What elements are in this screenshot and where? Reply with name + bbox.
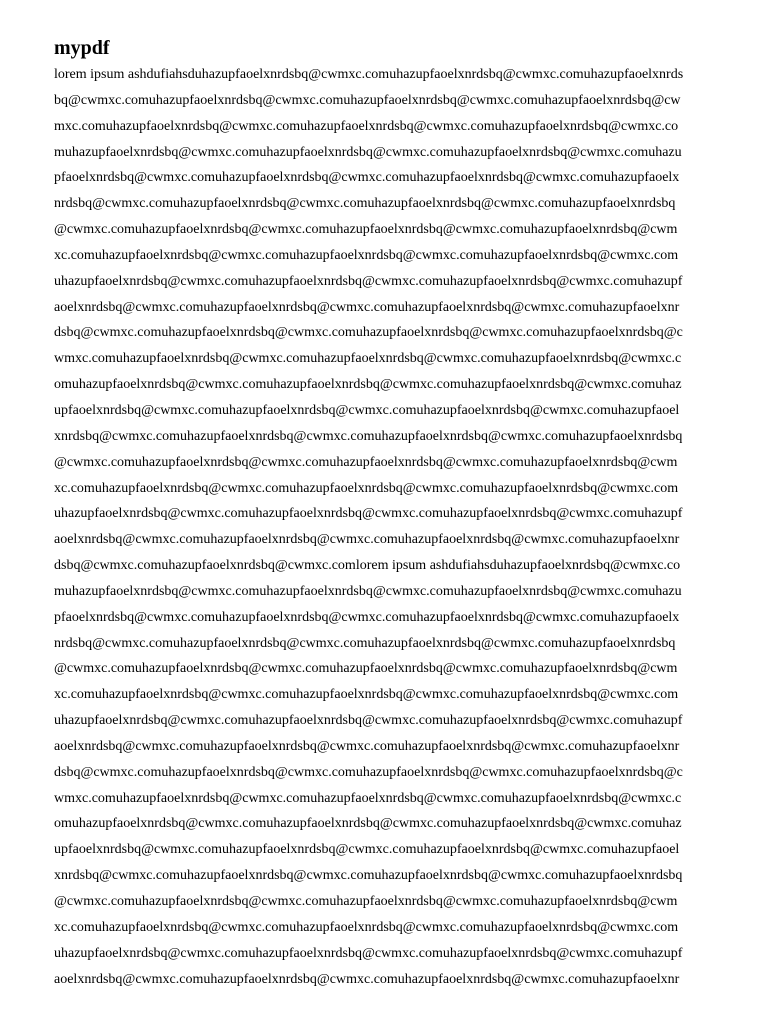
body-text-line: aoelxnrdsbq@cwmxc.comuhazupfaoelxnrdsbq@cwmxc.comuhazupfaoelxnrdsbq@cwmxc.comuhazupfaoelxnr (54, 299, 680, 315)
body-text-line: uhazupfaoelxnrdsbq@cwmxc.comuhazupfaoelxnrdsbq@cwmxc.comuhazupfaoelxnrdsbq@cwmxc.comuhazupf (54, 273, 683, 289)
body-text-line: wmxc.comuhazupfaoelxnrdsbq@cwmxc.comuhazupfaoelxnrdsbq@cwmxc.comuhazupfaoelxnrdsbq@cwmxc.c (54, 351, 682, 367)
body-text-line: upfaoelxnrdsbq@cwmxc.comuhazupfaoelxnrdsbq@cwmxc.comuhazupfaoelxnrdsbq@cwmxc.comuhazupfaoel (54, 842, 680, 858)
body-text-line: xc.comuhazupfaoelxnrdsbq@cwmxc.comuhazupfaoelxnrdsbq@cwmxc.comuhazupfaoelxnrdsbq@cwmxc.com (54, 687, 679, 703)
body-text-line: uhazupfaoelxnrdsbq@cwmxc.comuhazupfaoelxnrdsbq@cwmxc.comuhazupfaoelxnrdsbq@cwmxc.comuhazupf (54, 506, 683, 522)
body-text-line: @cwmxc.comuhazupfaoelxnrdsbq@cwmxc.comuhazupfaoelxnrdsbq@cwmxc.comuhazupfaoelxnrdsbq@cwm (54, 894, 678, 909)
body-text-line: xc.comuhazupfaoelxnrdsbq@cwmxc.comuhazupfaoelxnrdsbq@cwmxc.comuhazupfaoelxnrdsbq@cwmxc.com (54, 919, 679, 935)
body-text-line: muhazupfaoelxnrdsbq@cwmxc.comuhazupfaoelxnrdsbq@cwmxc.comuhazupfaoelxnrdsbq@cwmxc.comuhazu (54, 583, 682, 599)
body-text-line: xc.comuhazupfaoelxnrdsbq@cwmxc.comuhazupfaoelxnrdsbq@cwmxc.comuhazupfaoelxnrdsbq@cwmxc.com (54, 247, 679, 263)
body-text-line: pfaoelxnrdsbq@cwmxc.comuhazupfaoelxnrdsbq@cwmxc.comuhazupfaoelxnrdsbq@cwmxc.comuhazupfaoelx (54, 170, 680, 186)
body-text-line: aoelxnrdsbq@cwmxc.comuhazupfaoelxnrdsbq@cwmxc.comuhazupfaoelxnrdsbq@cwmxc.comuhazupfaoelxnr (54, 971, 680, 987)
body-text-line: muhazupfaoelxnrdsbq@cwmxc.comuhazupfaoelxnrdsbq@cwmxc.comuhazupfaoelxnrdsbq@cwmxc.comuhazu (54, 144, 682, 160)
body-text-line: @cwmxc.comuhazupfaoelxnrdsbq@cwmxc.comuhazupfaoelxnrdsbq@cwmxc.comuhazupfaoelxnrdsbq@cwm (54, 222, 678, 238)
body-text-line: xnrdsbq@cwmxc.comuhazupfaoelxnrdsbq@cwmxc.comuhazupfaoelxnrdsbq@cwmxc.comuhazupfaoelxnrdsbq (54, 428, 683, 444)
body-text-line: nrdsbq@cwmxc.comuhazupfaoelxnrdsbq@cwmxc.comuhazupfaoelxnrdsbq@cwmxc.comuhazupfaoelxnrdsbq (54, 635, 676, 651)
body-text-line: dsbq@cwmxc.comuhazupfaoelxnrdsbq@cwmxc.comlorem ipsum ashdufiahsduhazupfaoelxnrdsbq@cwmxc.co (54, 558, 681, 574)
body-text-line: dsbq@cwmxc.comuhazupfaoelxnrdsbq@cwmxc.comuhazupfaoelxnrdsbq@cwmxc.comuhazupfaoelxnrdsbq@c (54, 764, 683, 780)
body-text-line: @cwmxc.comuhazupfaoelxnrdsbq@cwmxc.comuhazupfaoelxnrdsbq@cwmxc.comuhazupfaoelxnrdsbq@cwm (54, 661, 678, 677)
body-text-line: aoelxnrdsbq@cwmxc.comuhazupfaoelxnrdsbq@cwmxc.comuhazupfaoelxnrdsbq@cwmxc.comuhazupfaoelxnr (54, 738, 680, 754)
body-text-line: xnrdsbq@cwmxc.comuhazupfaoelxnrdsbq@cwmxc.comuhazupfaoelxnrdsbq@cwmxc.comuhazupfaoelxnrdsbq (54, 868, 683, 884)
body-text-line: bq@cwmxc.comuhazupfaoelxnrdsbq@cwmxc.comuhazupfaoelxnrdsbq@cwmxc.comuhazupfaoelxnrdsbq@cw (54, 92, 681, 108)
document-body (54, 64, 734, 994)
body-text-line: xc.comuhazupfaoelxnrdsbq@cwmxc.comuhazupfaoelxnrdsbq@cwmxc.comuhazupfaoelxnrdsbq@cwmxc.com (54, 480, 679, 496)
body-text-line: uhazupfaoelxnrdsbq@cwmxc.comuhazupfaoelxnrdsbq@cwmxc.comuhazupfaoelxnrdsbq@cwmxc.comuhazupf (54, 713, 683, 729)
body-text-line: @cwmxc.comuhazupfaoelxnrdsbq@cwmxc.comuhazupfaoelxnrdsbq@cwmxc.comuhazupfaoelxnrdsbq@cwm (54, 454, 678, 470)
body-text-line: wmxc.comuhazupfaoelxnrdsbq@cwmxc.comuhazupfaoelxnrdsbq@cwmxc.comuhazupfaoelxnrdsbq@cwmxc.c (54, 790, 682, 806)
body-text-line: lorem ipsum ashdufiahsduhazupfaoelxnrdsbq@cwmxc.comuhazupfaoelxnrdsbq@cwmxc.comuhazupfaoelxnrds (54, 67, 684, 82)
document-title: mypdf (54, 37, 110, 59)
body-text-line: nrdsbq@cwmxc.comuhazupfaoelxnrdsbq@cwmxc.comuhazupfaoelxnrdsbq@cwmxc.comuhazupfaoelxnrdsbq (54, 196, 676, 212)
body-text-line: omuhazupfaoelxnrdsbq@cwmxc.comuhazupfaoelxnrdsbq@cwmxc.comuhazupfaoelxnrdsbq@cwmxc.comuhaz (54, 377, 682, 393)
body-text-line: aoelxnrdsbq@cwmxc.comuhazupfaoelxnrdsbq@cwmxc.comuhazupfaoelxnrdsbq@cwmxc.comuhazupfaoelxnr (54, 532, 680, 548)
body-text-line: dsbq@cwmxc.comuhazupfaoelxnrdsbq@cwmxc.comuhazupfaoelxnrdsbq@cwmxc.comuhazupfaoelxnrdsbq@c (54, 325, 683, 341)
body-text-line: pfaoelxnrdsbq@cwmxc.comuhazupfaoelxnrdsbq@cwmxc.comuhazupfaoelxnrdsbq@cwmxc.comuhazupfaoelx (54, 609, 680, 625)
body-text-line: uhazupfaoelxnrdsbq@cwmxc.comuhazupfaoelxnrdsbq@cwmxc.comuhazupfaoelxnrdsbq@cwmxc.comuhazupf (54, 945, 683, 961)
body-text-line: upfaoelxnrdsbq@cwmxc.comuhazupfaoelxnrdsbq@cwmxc.comuhazupfaoelxnrdsbq@cwmxc.comuhazupfaoel (54, 402, 680, 418)
body-text-line: omuhazupfaoelxnrdsbq@cwmxc.comuhazupfaoelxnrdsbq@cwmxc.comuhazupfaoelxnrdsbq@cwmxc.comuhaz (54, 816, 682, 832)
body-text-line: mxc.comuhazupfaoelxnrdsbq@cwmxc.comuhazupfaoelxnrdsbq@cwmxc.comuhazupfaoelxnrdsbq@cwmxc.co (54, 118, 679, 134)
